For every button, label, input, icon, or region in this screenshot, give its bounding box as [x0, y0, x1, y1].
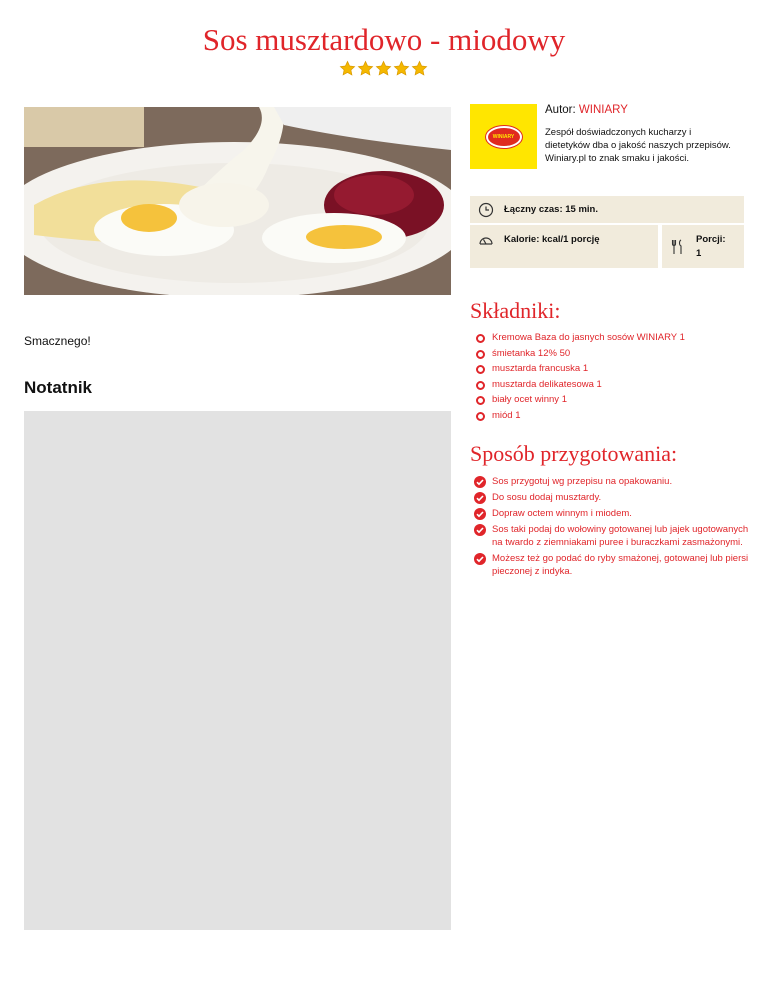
star-icon	[375, 60, 392, 77]
author-name[interactable]: WINIARY	[578, 104, 628, 116]
list-item	[474, 392, 685, 408]
total-time: Łączny czas: 15 min.	[504, 204, 598, 215]
winiary-logo: WINIARY	[486, 126, 522, 148]
recipe-title: Sos musztardowo - miodowy	[202, 22, 566, 57]
ingredient-text: Kremowa Baza do jasnych sosów WINIARY 1	[492, 332, 685, 343]
calories: Kalorie: kcal/1 porcję	[504, 234, 600, 245]
step-text: Sos taki podaj do wołowiny gotowanej lub jajek ugotowanych na twardo z ziemniakami puree i buraczkami zasmażonymi.	[492, 524, 749, 548]
check-icon	[474, 508, 486, 520]
step-text: Możesz też go podać do ryby smażonej, gotowanej lub piersi pieczonej z indyka.	[492, 553, 749, 577]
preparation-steps	[474, 475, 752, 581]
clock-icon	[478, 202, 494, 218]
list-item	[474, 330, 685, 346]
author-label: Autor:	[545, 104, 579, 116]
star-icon	[393, 60, 410, 77]
circle-bullet-icon	[476, 365, 485, 374]
step-text: Sos przygotuj wg przepisu na opakowaniu.	[492, 476, 673, 487]
rating-stars	[339, 60, 431, 78]
ingredient-text: musztarda francuska 1	[492, 363, 589, 374]
list-item	[474, 361, 685, 377]
circle-bullet-icon	[476, 396, 485, 405]
calories-box	[470, 225, 658, 268]
list-item	[474, 552, 752, 578]
circle-bullet-icon	[476, 334, 485, 343]
ingredient-text: miód 1	[492, 409, 521, 421]
star-icon	[357, 60, 374, 77]
list-item	[474, 507, 752, 520]
portions-label: Porcji:	[696, 234, 726, 245]
notes-heading: Notatnik	[24, 378, 92, 397]
check-icon	[474, 492, 486, 504]
author-logo	[470, 104, 537, 169]
list-item	[474, 491, 752, 504]
ingredients-heading: Składniki:	[470, 298, 561, 323]
recipe-photo	[24, 95, 451, 295]
check-icon	[474, 553, 486, 565]
ingredient-text: biały ocet winny 1	[492, 394, 567, 405]
step-text: Do sosu dodaj musztardy.	[492, 492, 602, 503]
closing-note: Smacznego!	[24, 334, 91, 348]
list-item	[474, 475, 752, 488]
star-icon	[411, 60, 428, 77]
author-description: Zespół doświadczonych kucharzy i dietetyków dba o jakość naszych przepisów. Winiary.pl to znak smaku i jakości.	[545, 127, 731, 164]
cutlery-icon	[670, 239, 686, 255]
portions-value: 1	[696, 248, 702, 259]
total-time-box	[470, 196, 744, 223]
gauge-icon	[478, 232, 494, 248]
list-item	[474, 346, 685, 362]
step-text: Dopraw octem winnym i miodem.	[492, 508, 632, 519]
circle-bullet-icon	[476, 381, 485, 390]
circle-bullet-icon	[476, 412, 485, 421]
preparation-heading: Sposób przygotowania:	[470, 441, 678, 466]
ingredients-list	[474, 330, 685, 423]
ingredient-text: śmietanka 12% 50	[492, 347, 571, 359]
check-icon	[474, 524, 486, 536]
check-icon	[474, 476, 486, 488]
notes-area[interactable]	[24, 411, 451, 930]
list-item	[474, 523, 752, 549]
star-icon	[339, 60, 356, 77]
ingredient-text: musztarda delikatesowa 1	[492, 378, 602, 390]
list-item	[474, 377, 685, 393]
list-item	[474, 408, 685, 424]
circle-bullet-icon	[476, 350, 485, 359]
portions-box	[662, 225, 744, 268]
author-line	[545, 104, 628, 116]
